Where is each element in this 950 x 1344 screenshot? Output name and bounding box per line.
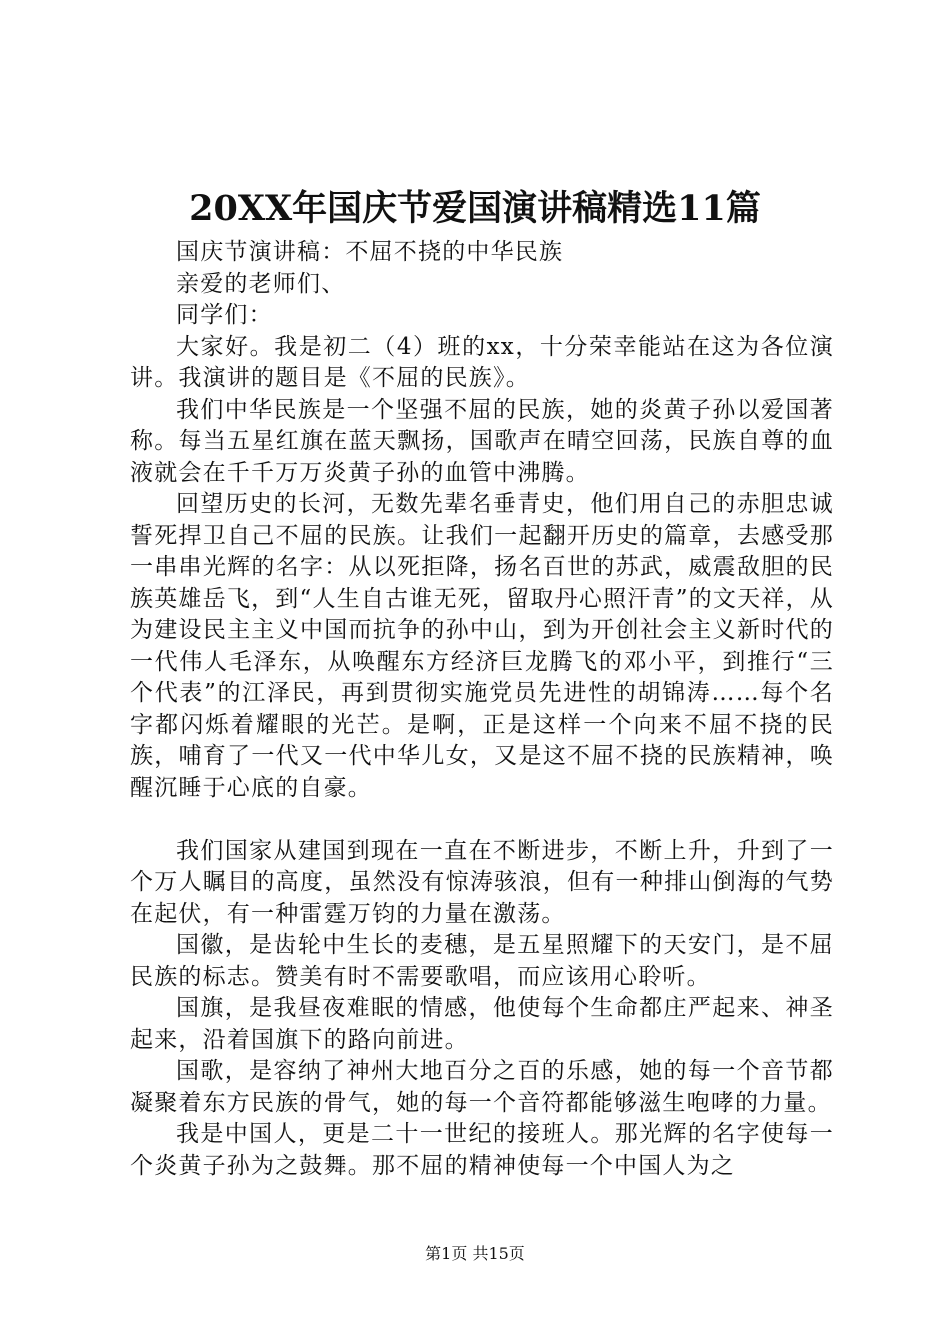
page-footer: 第1页 共15页	[425, 1244, 525, 1263]
paragraph-history: 回望历史的长河，无数先辈名垂青史，他们用自己的赤胆忠诚誓死捍卫自己不屈的民族。让我们一起翻开历史的篇章，去感受那一串串光辉的名字：从以死拒降，扬名百世的苏武，威震敌胆的民族英雄岳飞，到“人生自古谁无死，留取丹心照汗青”的文天祥，从为建设民主主义中国而抗争的孙中山，到为开创社会主义新时代的一代伟人毛泽东，从唤醒东方经济巨龙腾飞的邓小平，到推行“三个代表”的江泽民，再到贯彻实施党员先进性的胡锦涛……每个名字都闪烁着耀眼的光芒。是啊，正是这样一个向来不屈不挠的民族，哺育了一代又一代中华儿女，又是这不屈不挠的民族精神，唤醒沉睡于心底的自豪。	[130, 491, 834, 801]
paragraph-subtitle: 国庆节演讲稿：不屈不挠的中华民族	[176, 239, 564, 265]
paragraph-nation: 我们中华民族是一个坚强不屈的民族，她的炎黄子孙以爱国著称。每当五星红旗在蓝天飘扬，国歌声在晴空回荡，民族自尊的血液就会在千千万万炎黄子孙的血管中沸腾。	[130, 396, 834, 486]
document-body	[130, 237, 834, 1182]
paragraph-salutation-students: 同学们：	[176, 302, 273, 328]
paragraph-salutation-teachers: 亲爱的老师们、	[176, 270, 346, 297]
paragraph-national-emblem: 国徽，是齿轮中生长的麦穗，是五星照耀下的天安门，是不屈民族的标志。赞美有时不需要歌唱，而应该用心聆听。	[130, 932, 834, 990]
paragraph-progress: 我们国家从建国到现在一直在不断进步，不断上升，升到了一个万人瞩目的高度，虽然没有惊涛骇浪，但有一种排山倒海的气势在起伏，有一种雷霆万钧的力量在激荡。	[130, 837, 834, 927]
paragraph-successor: 我是中国人，更是二十一世纪的接班人。那光辉的名字使每一个炎黄子孙为之鼓舞。那不屈的精神使每一个中国人为之	[130, 1121, 834, 1179]
paragraph-national-flag: 国旗，是我昼夜难眠的情感，他使每个生命都庄严起来、神圣起来，沿着国旗下的路向前进。	[130, 995, 834, 1053]
paragraph-greeting: 大家好。我是初二（4）班的xx，十分荣幸能站在这为各位演讲。我演讲的题目是《不屈的民族》。	[130, 333, 834, 391]
document-title: 20XX年国庆节爱国演讲稿精选11篇	[189, 188, 761, 229]
paragraph-national-anthem: 国歌，是容纳了神州大地百分之百的乐感，她的每一个音节都凝聚着东方民族的骨气，她的每一个音符都能够滋生咆哮的力量。	[130, 1058, 834, 1116]
